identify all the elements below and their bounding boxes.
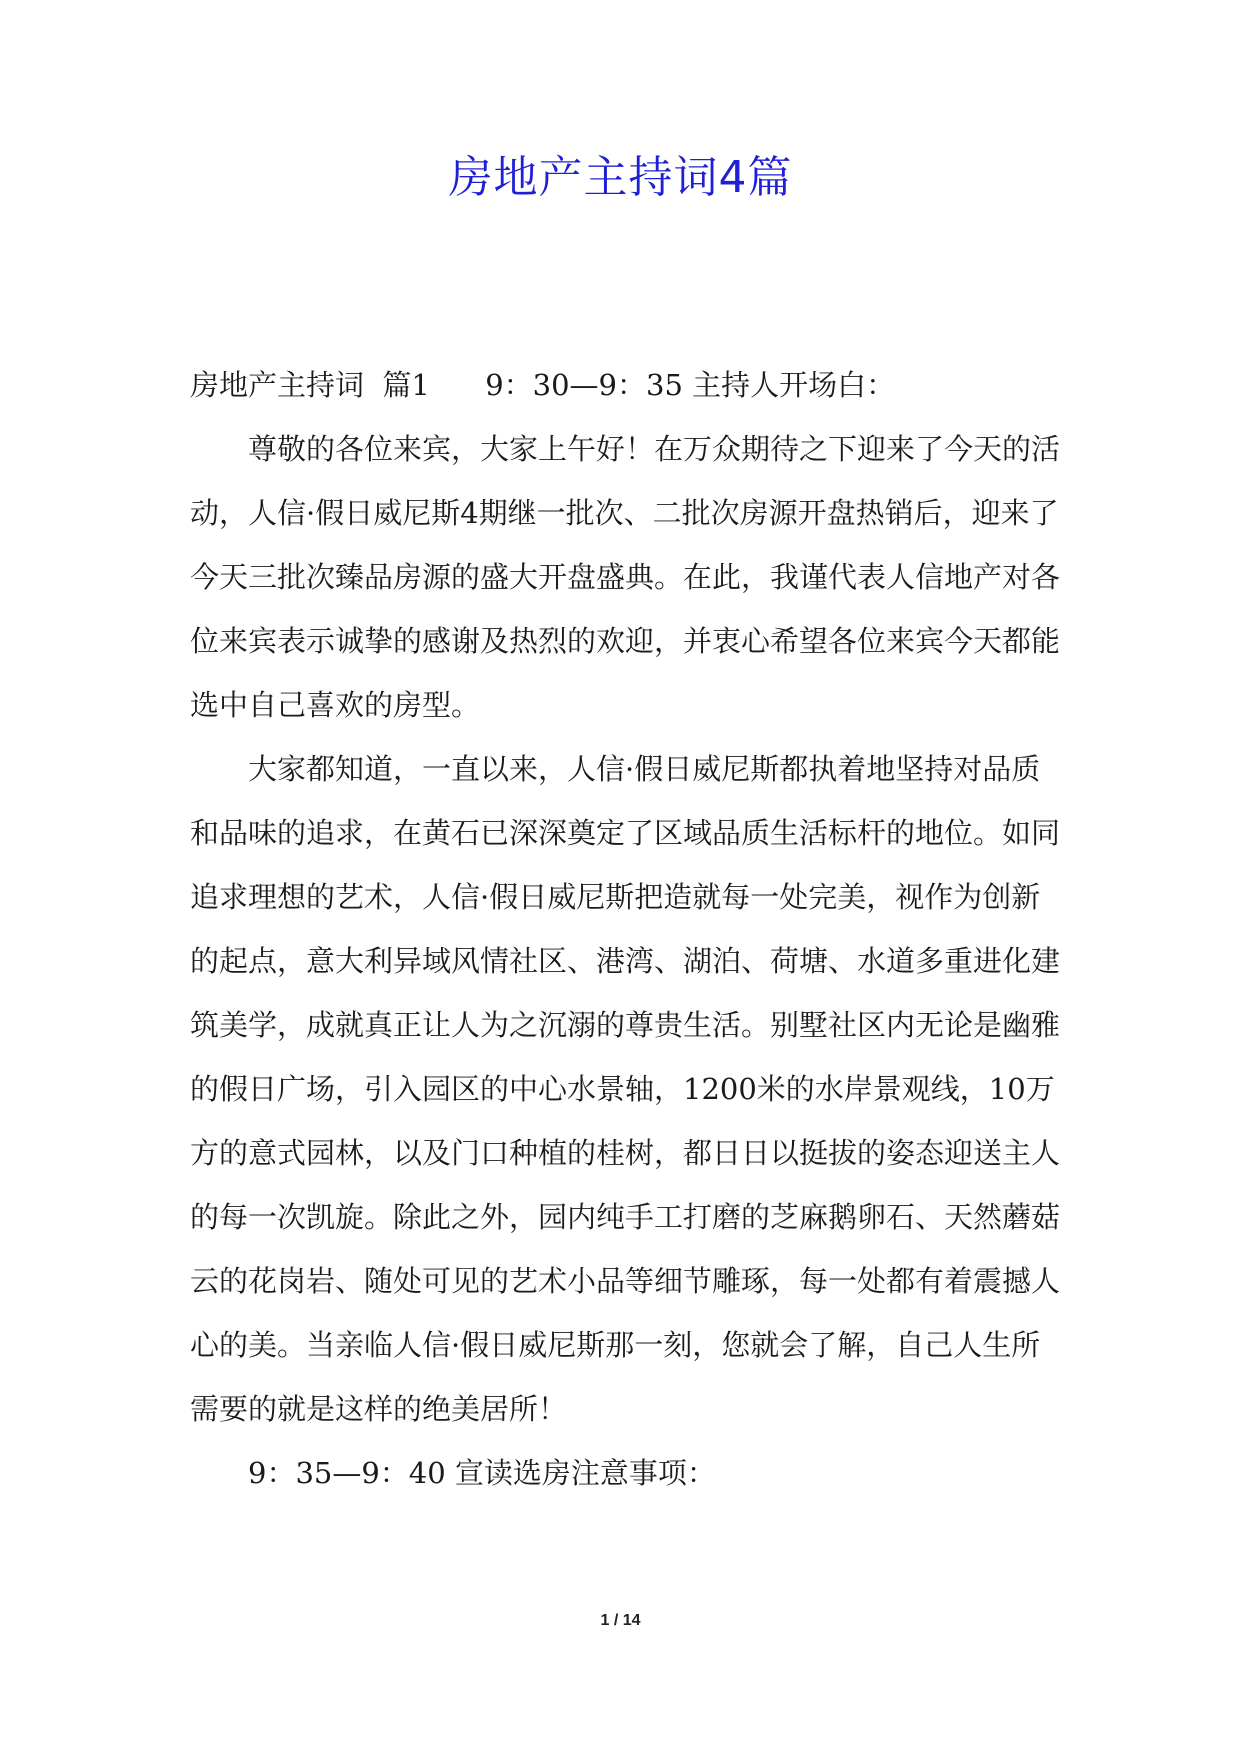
paragraph-schedule-item: 9：35—9：40 宣读选房注意事项： xyxy=(248,1456,716,1490)
document-body xyxy=(190,353,1060,1505)
page-number: 1 / 14 xyxy=(600,1612,641,1629)
paragraph-project-intro: 大家都知道，一直以来，人信·假日威尼斯都执着地坚持对品质和品味的追求，在黄石已深深奠定了区域品质生活标杆的地位。如同追求理想的艺术，人信·假日威尼斯把造就每一处完美，视作为创新的起点，意大利异域风情社区、港湾、湖泊、荷塘、水道多重进化建筑美学，成就真正让人为之沉溺的尊贵生活。别墅社区内无论是幽雅的假日广场，引入园区的中心水景轴，1200米的水岸景观线，10万方的意式园林，以及门口种植的桂树，都日日以挺拔的姿态迎送主人的每一次凯旋。除此之外，园内纯手工打磨的芝麻鹅卵石、天然蘑菇云的花岗岩、随处可见的艺术小品等细节雕琢，每一处都有着震撼人心的美。当亲临人信·假日威尼斯那一刻，您就会了解，自己人生所需要的就是这样的绝美居所！ xyxy=(190,752,1061,1426)
section-heading-line: 房地产主持词 篇1 9：30—9：35 主持人开场白： xyxy=(190,368,896,402)
document-title: 房地产主持词4篇 xyxy=(448,152,793,203)
paragraph-welcome: 尊敬的各位来宾，大家上午好！在万众期待之下迎来了今天的活动，人信·假日威尼斯4期继一批次、二批次房源开盘热销后，迎来了今天三批次臻品房源的盛大开盘盛典。在此，我谨代表人信地产对各位来宾表示诚挚的感谢及热烈的欢迎，并衷心希望各位来宾今天都能选中自己喜欢的房型。 xyxy=(190,432,1061,722)
